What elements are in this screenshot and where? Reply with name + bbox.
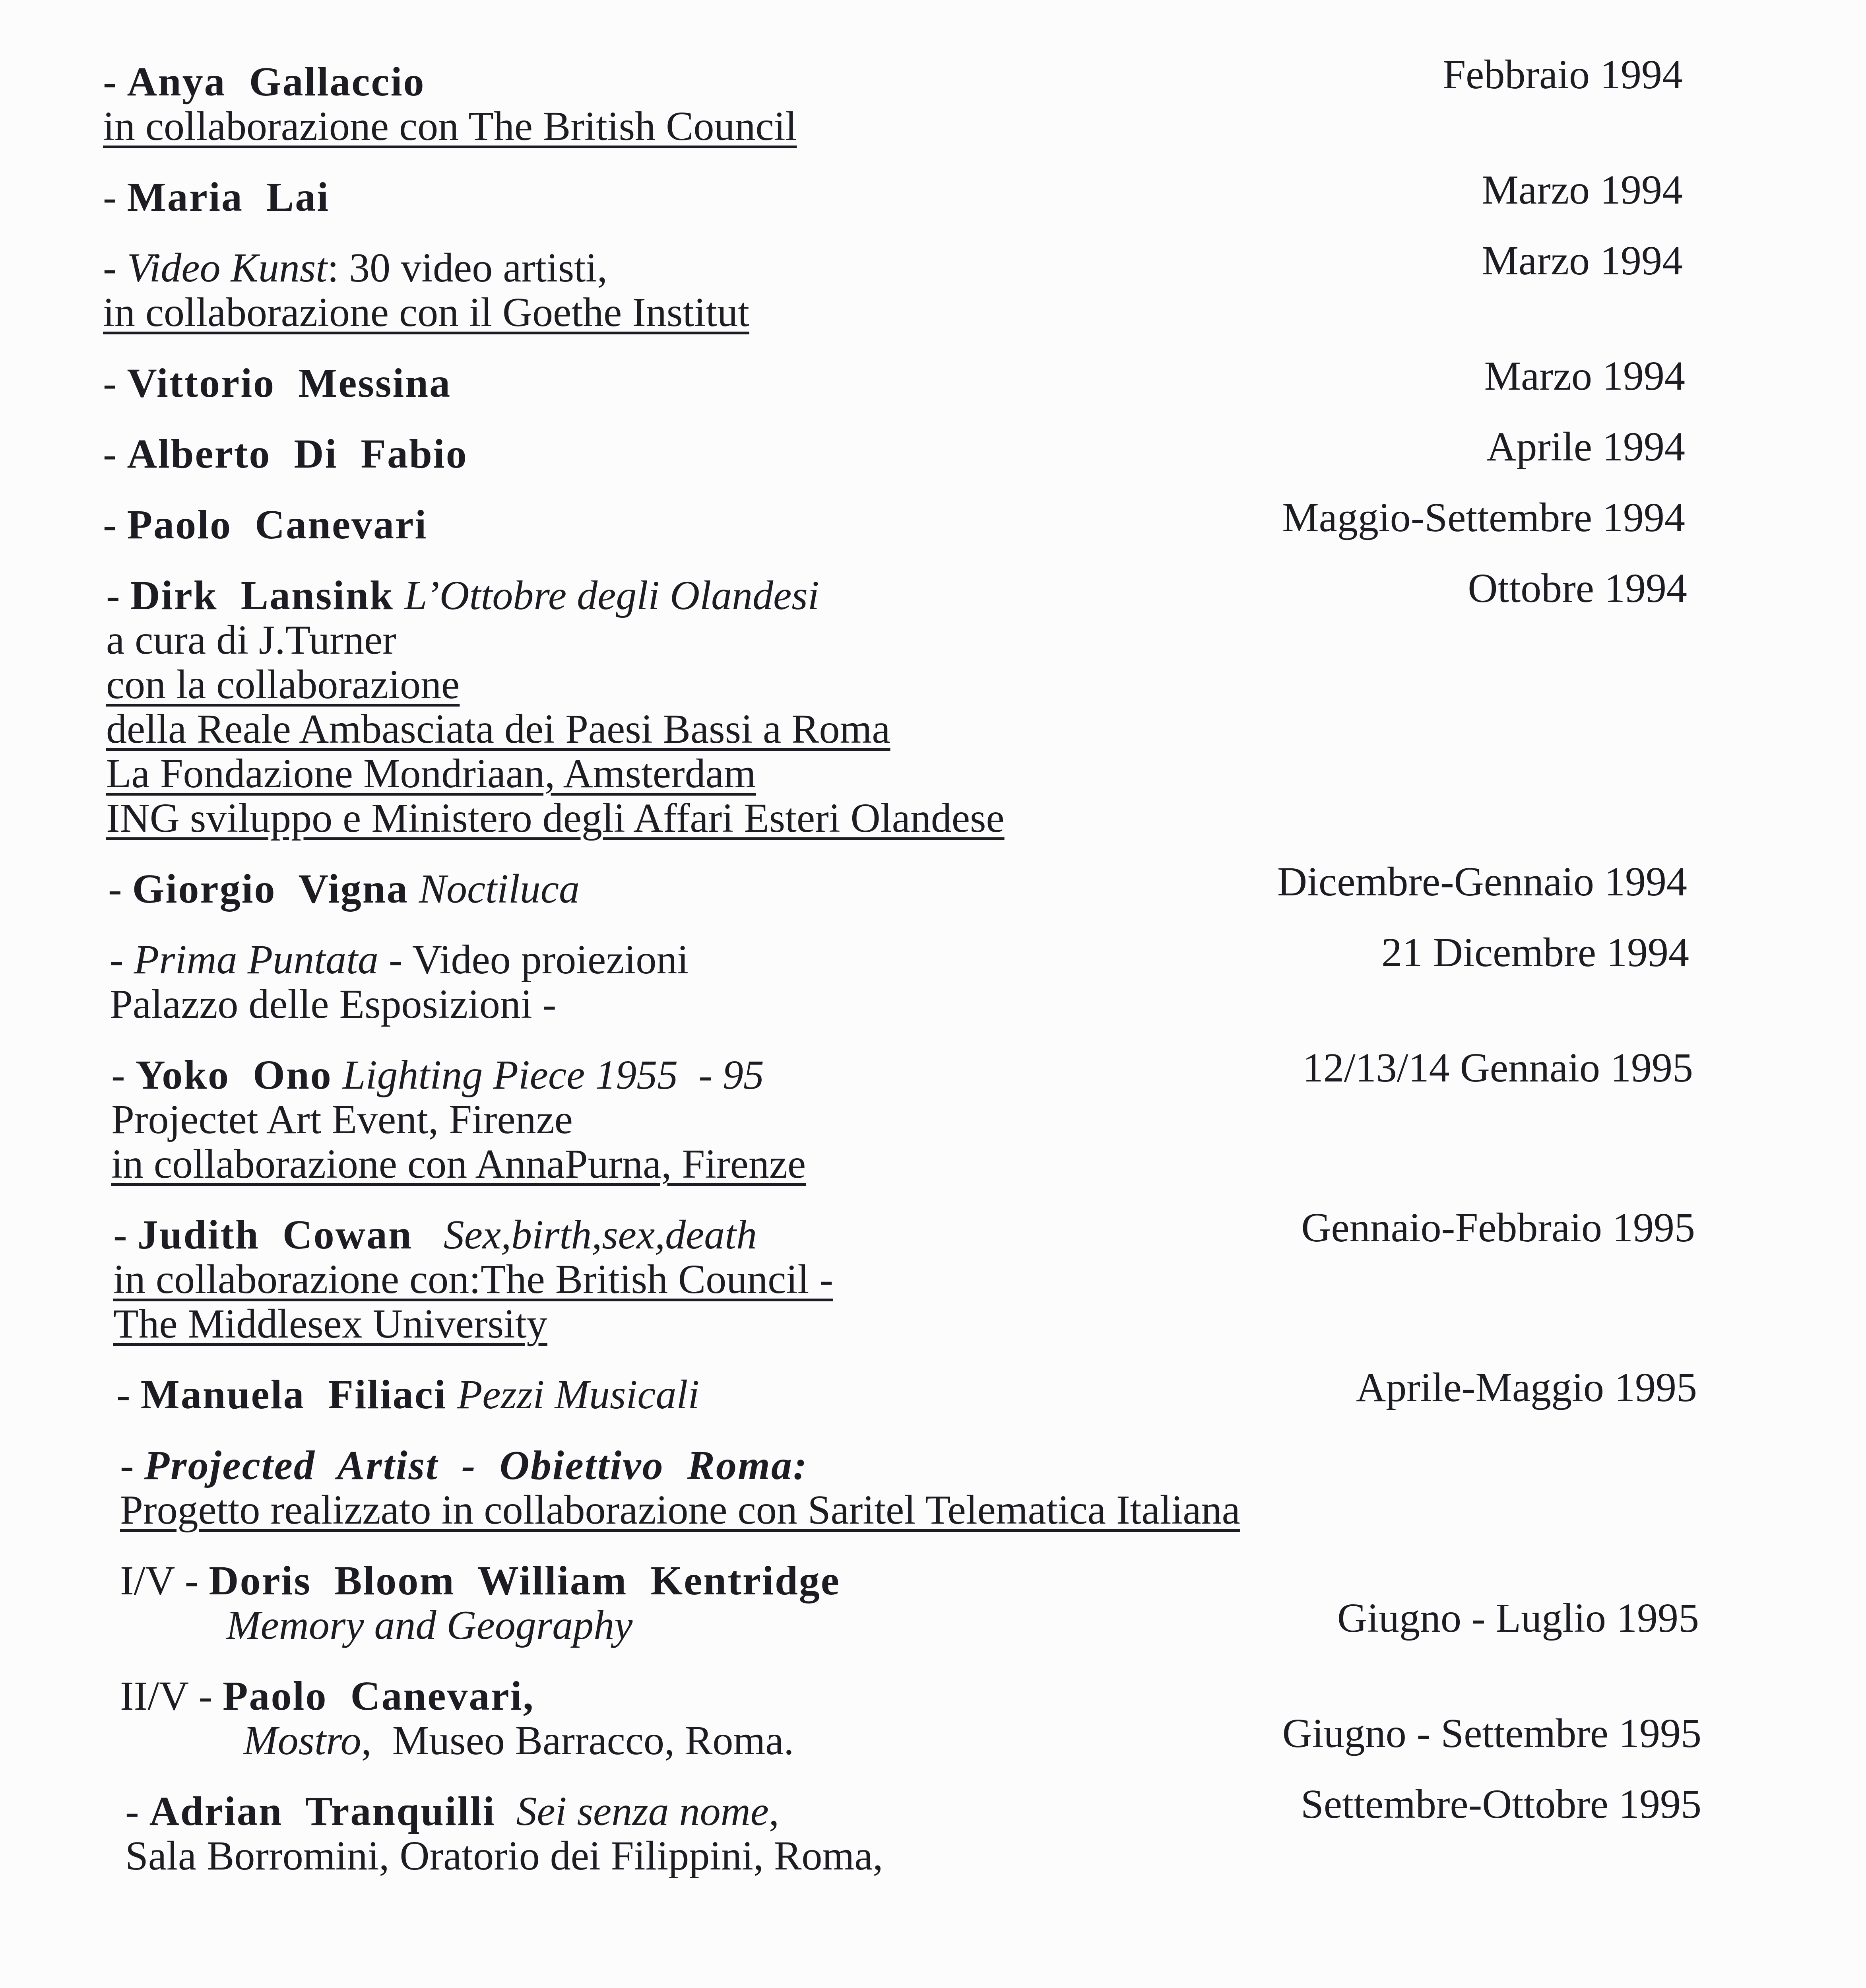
work-title: Lighting Piece 1955 - 95 [342,1052,764,1098]
dash: - [103,502,127,547]
entry-date: Settembre-Ottobre 1995 [1301,1781,1701,1827]
collaboration-note: in collaborazione con The British Council [103,103,797,149]
entry-judith-cowan [113,1205,1866,1347]
dash: - [120,1442,144,1488]
colon: : [793,1442,808,1488]
artist-name: Giorgio Vigna [132,866,409,912]
curator-note: a cura di J.Turner [106,617,396,663]
dash: - [108,866,132,912]
dash: - [103,245,127,291]
entry-date: 21 Dicembre 1994 [1381,930,1689,975]
artist-name: Adrian Tranquilli [149,1788,496,1834]
entry-anya-gallaccio [103,52,1866,149]
dash: - [111,1052,136,1098]
entry-paolo-canevari [103,495,1866,547]
collaboration-note: della Reale Ambasciata dei Paesi Bassi a Roma [106,706,890,752]
entry-prima-puntata [110,930,1866,1027]
entry-giorgio-vigna [108,859,1866,912]
entry-doris-bloom-william-kentridge [120,1559,1866,1648]
dash: - [113,1212,138,1258]
description: - Video proiezioni [378,937,689,982]
artist-name: Yoko Ono [135,1052,332,1098]
collaboration-note: La Fondazione Mondriaan, Amsterdam [106,751,756,796]
artist-name: Paolo Canevari [127,502,428,547]
artist-name: Judith Cowan [137,1212,413,1258]
collaboration-note: Progetto realizzato in collaborazione con Saritel Telematica Italiana [120,1487,1240,1533]
entry-date: Marzo 1994 [1482,167,1683,213]
collaboration-note: in collaborazione con:The British Council - [113,1256,833,1302]
dash: - [125,1788,149,1834]
entry-adrian-tranquilli [125,1781,1866,1879]
artist-name: Dirk Lansink [130,573,394,618]
entry-date: Dicembre-Gennaio 1994 [1277,859,1687,905]
work-title: L’Ottobre degli Olandesi [404,573,819,618]
description: : 30 video artisti, [327,245,608,291]
comma: , [768,1788,779,1834]
work-title: Pezzi Musicali [457,1372,700,1417]
work-title: Sex,birth,sex,death [443,1212,757,1258]
entry-date: 12/13/14 Gennaio 1995 [1302,1045,1693,1091]
dash: - [106,573,130,618]
entry-date: Maggio-Settembre 1994 [1282,495,1685,540]
collaboration-note: in collaborazione con AnnaPurna, Firenze [111,1141,806,1187]
dash: - [103,360,127,406]
work-title: Prima Puntata [134,937,378,982]
entry-date: Ottobre 1994 [1468,565,1687,611]
venue-note: Sala Borromini, Oratorio dei Filippini, Roma, [125,1833,883,1879]
entry-alberto-di-fabio [103,424,1866,477]
artist-name: Maria Lai [127,174,330,220]
work-title: Sei senza nome [516,1788,769,1834]
venue-note: Palazzo delle Esposizioni - [110,981,557,1027]
artist-name: Doris Bloom William Kentridge [209,1558,840,1604]
collaboration-note: ING sviluppo e Ministero degli Affari Esteri Olandese [106,795,1005,841]
entry-date: Gennaio-Febbraio 1995 [1301,1205,1695,1250]
artist-name: Anya Gallaccio [127,59,425,105]
dash: - [110,937,134,982]
artist-name: Alberto Di Fabio [127,431,468,477]
work-title: Mostro [243,1718,361,1763]
entry-date: Febbraio 1994 [1443,52,1683,97]
collaboration-note: in collaborazione con il Goethe Institut [103,289,749,335]
venue-note: Projectet Art Event, Firenze [111,1097,573,1142]
collaboration-note: The Middlesex University [113,1301,547,1347]
work-title-text: Memory and Geography [226,1602,633,1648]
venue-note: , Museo Barracco, Roma. [361,1718,794,1763]
entry-date: Aprile-Maggio 1995 [1356,1365,1697,1410]
entry-paolo-canevari-mostro [120,1674,1866,1763]
entry-date: Marzo 1994 [1482,238,1683,283]
entry-heading [120,1443,1866,1488]
project-title: Projected Artist - Obiettivo Roma [144,1442,793,1488]
dash: - [103,59,127,105]
part-number: I/V - [120,1558,209,1604]
entry-date: Giugno - Settembre 1995 [1282,1710,1701,1756]
entry-dirk-lansink [106,565,1866,841]
part-number: II/V - [120,1673,223,1719]
entry-date: Aprile 1994 [1486,424,1685,470]
artist-name: Vittorio Messina [127,360,452,406]
dash: - [116,1372,141,1417]
entry-yoko-ono [111,1045,1866,1187]
collaboration-note: con la collaborazione [106,662,460,707]
work-title: Video Kunst [127,245,328,291]
comma: , [523,1673,535,1719]
entry-date: Marzo 1994 [1484,353,1685,399]
dash: - [103,174,127,220]
entry-maria-lai [103,167,1866,220]
work-title: Noctiluca [419,866,580,912]
entry-date: Giugno - Luglio 1995 [1337,1595,1699,1641]
entry-video-kunst [103,238,1866,335]
entry-vittorio-messina [103,353,1866,406]
entry-manuela-filiaci [116,1365,1866,1417]
dash: - [103,431,127,477]
artist-name: Paolo Canevari [223,1673,523,1719]
artist-name: Manuela Filiaci [140,1372,447,1417]
entry-projected-artist [120,1443,1866,1532]
